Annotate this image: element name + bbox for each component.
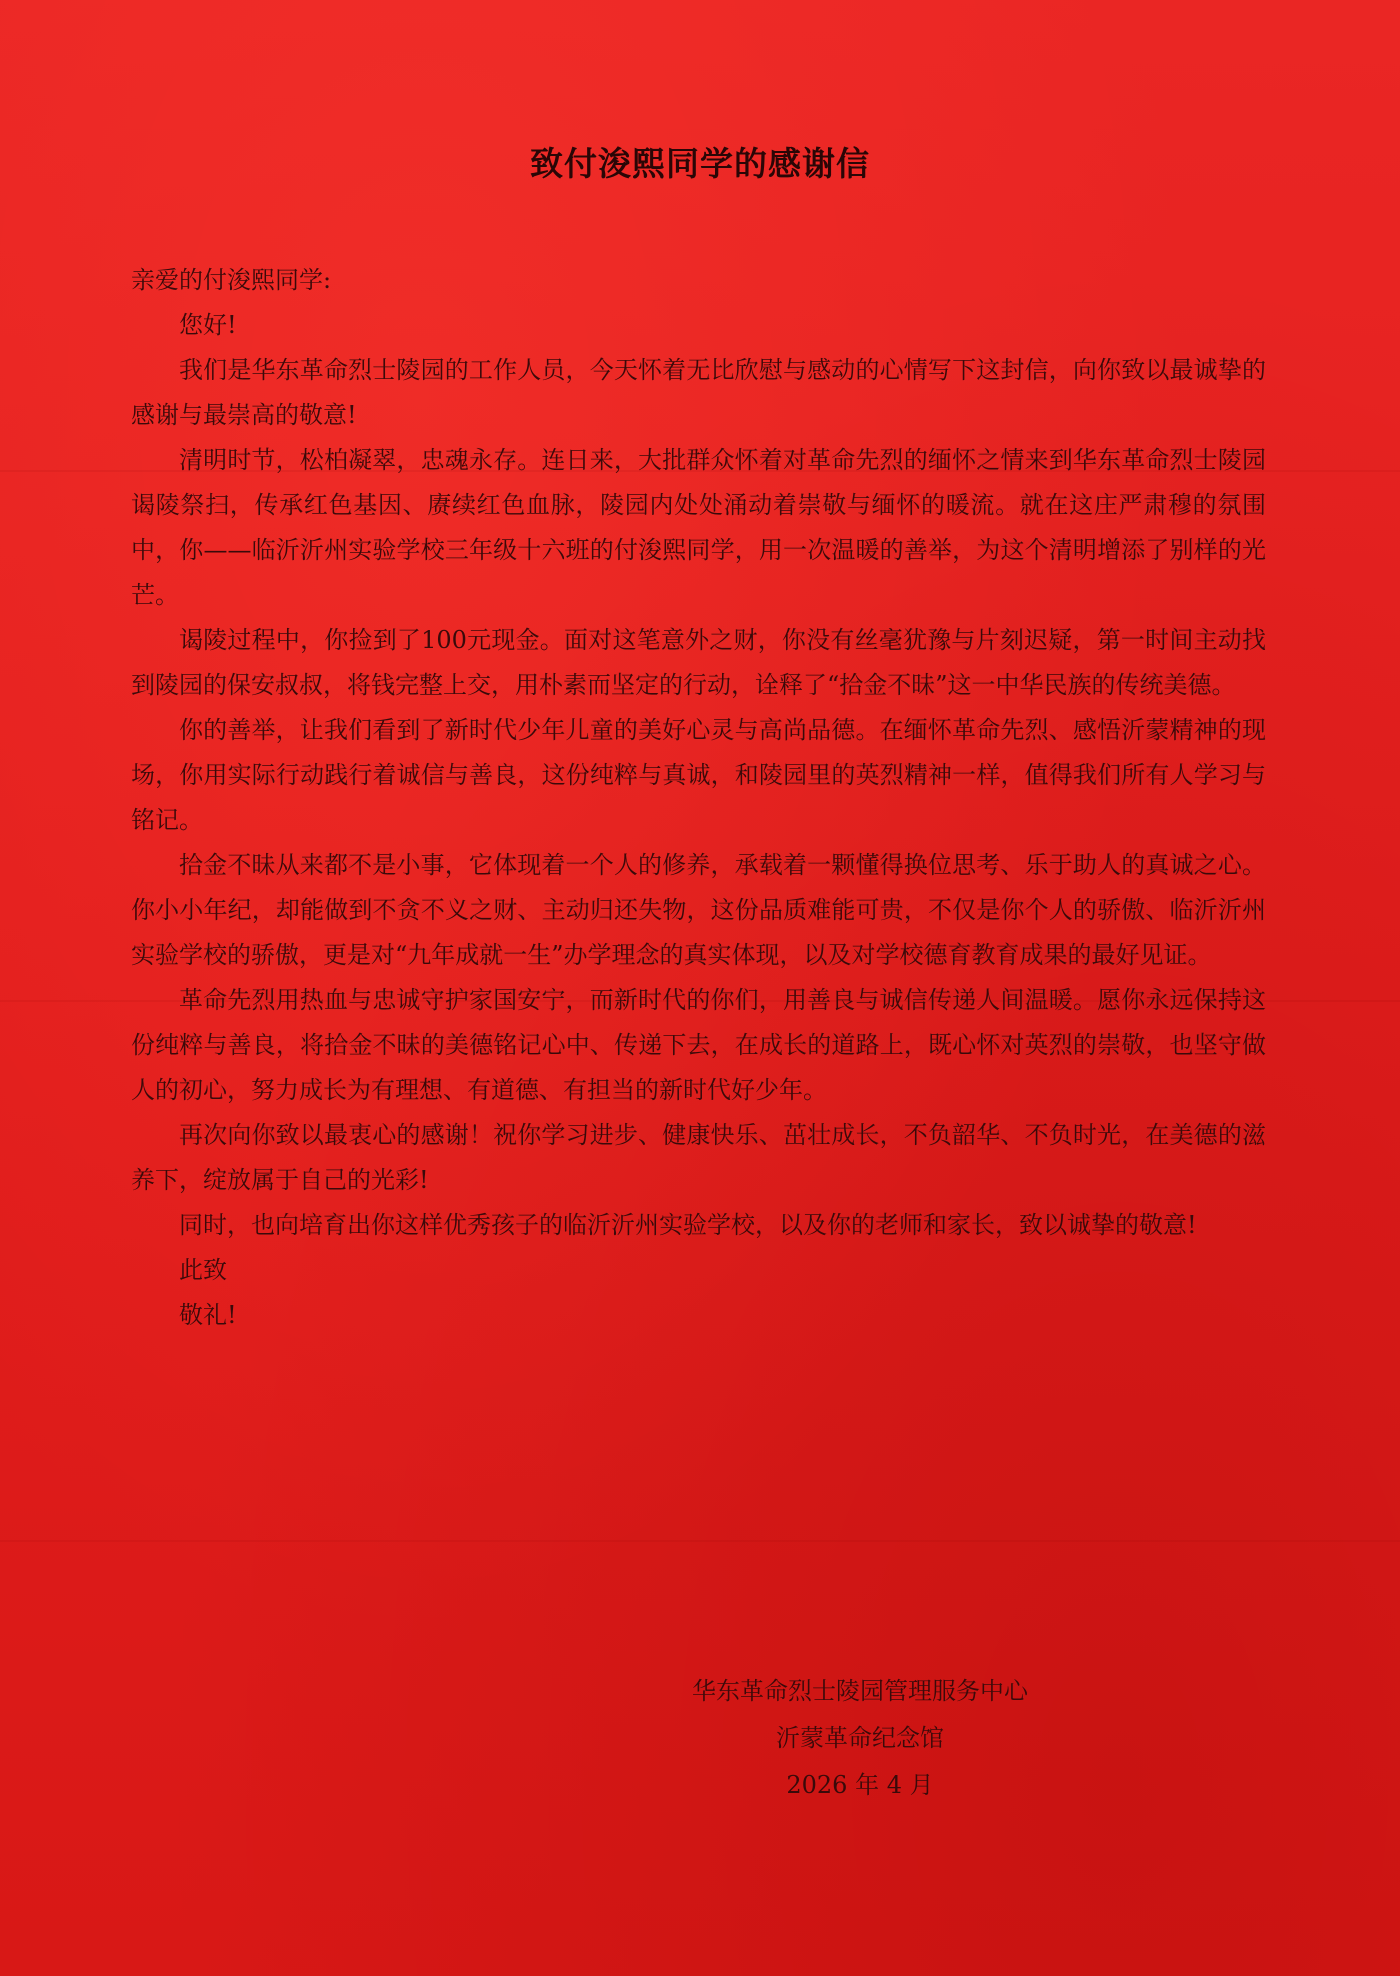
letter-body — [131, 258, 1266, 1338]
letter-paragraph: 革命先烈用热血与忠诚守护家国安宁，而新时代的你们，用善良与诚信传递人间温暖。愿你永远保持这份纯粹与善良，将拾金不昧的美德铭记心中、传递下去，在成长的道路上，既心怀对英烈的崇敬，也坚守做人的初心，努力成长为有理想、有道德、有担当的新时代好少年。 — [131, 986, 1266, 1104]
letter-signature — [660, 1668, 1060, 1809]
letter-paragraph: 你的善举，让我们看到了新时代少年儿童的美好心灵与高尚品德。在缅怀革命先烈、感悟沂蒙精神的现场，你用实际行动践行着诚信与善良，这份纯粹与真诚，和陵园里的英烈精神一样，值得我们所有人学习与铭记。 — [131, 716, 1266, 834]
letter-salutation: 亲爱的付浚熙同学: — [131, 266, 332, 294]
signature-organization: 华东革命烈士陵园管理服务中心 — [692, 1677, 1028, 1705]
letter-greeting: 您好! — [179, 311, 237, 339]
letter-closing: 此致 — [179, 1256, 227, 1284]
letter-paragraph: 谒陵过程中，你捡到了100元现金。面对这笔意外之财，你没有丝毫犹豫与片刻迟疑，第一时间主动找到陵园的保安叔叔，将钱完整上交，用朴素而坚定的行动，诠释了“拾金不昧”这一中华民族的传统美德。 — [131, 626, 1266, 699]
paper-fold-line — [0, 1540, 1400, 1542]
letter-paragraph: 清明时节，松柏凝翠，忠魂永存。连日来，大批群众怀着对革命先烈的缅怀之情来到华东革命烈士陵园谒陵祭扫，传承红色基因、赓续红色血脉，陵园内处处涌动着崇敬与缅怀的暖流。就在这庄严肃穆的氛围中，你——临沂沂州实验学校三年级十六班的付浚熙同学，用一次温暖的善举，为这个清明增添了别样的光芒。 — [131, 446, 1266, 609]
letter-closing-salute: 敬礼! — [179, 1301, 237, 1329]
signature-museum: 沂蒙革命纪念馆 — [776, 1724, 944, 1752]
letter-paragraph: 同时，也向培育出你这样优秀孩子的临沂沂州实验学校，以及你的老师和家长，致以诚挚的敬意! — [179, 1211, 1197, 1239]
signature-date: 2026 年 4 月 — [786, 1771, 934, 1799]
letter-paragraph: 我们是华东革命烈士陵园的工作人员，今天怀着无比欣慰与感动的心情写下这封信，向你致以最诚挚的感谢与最崇高的敬意! — [131, 356, 1266, 429]
letter-paragraph: 拾金不昧从来都不是小事，它体现着一个人的修养，承载着一颗懂得换位思考、乐于助人的真诚之心。你小小年纪，却能做到不贪不义之财、主动归还失物，这份品质难能可贵，不仅是你个人的骄傲、临沂沂州实验学校的骄傲，更是对“九年成就一生”办学理念的真实体现，以及对学校德育教育成果的最好见证。 — [131, 851, 1266, 969]
letter-title: 致付浚熙同学的感谢信 — [530, 144, 870, 183]
letter-paragraph: 再次向你致以最衷心的感谢！祝你学习进步、健康快乐、茁壮成长，不负韶华、不负时光，在美德的滋养下，绽放属于自己的光彩! — [131, 1121, 1266, 1194]
